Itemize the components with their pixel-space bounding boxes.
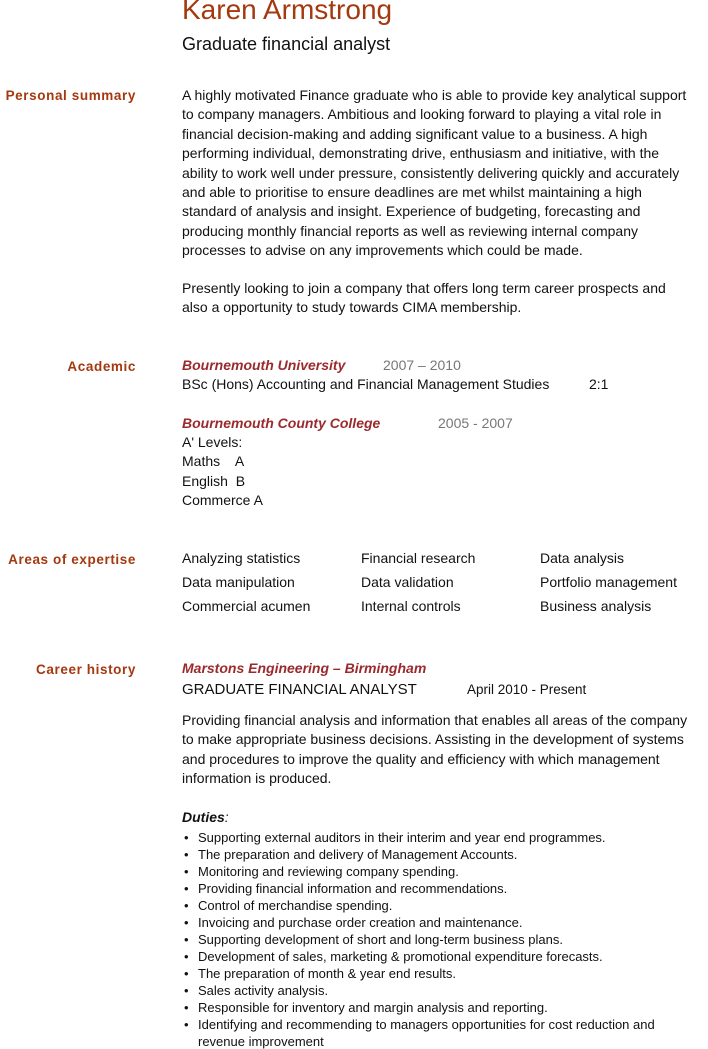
- section-label-academic: Academic: [67, 359, 136, 374]
- duties-list: [182, 829, 702, 1049]
- duty-item: • Responsible for inventory and margin analysis and reporting.: [182, 999, 702, 1016]
- text-line: and procedures to improve the quality and efficiency with which management: [182, 750, 660, 767]
- summary-paragraph-1: [182, 86, 686, 261]
- candidate-title: Graduate financial analyst: [182, 34, 391, 54]
- job-role: GRADUATE FINANCIAL ANALYST: [182, 681, 417, 698]
- text-line: English B: [182, 472, 246, 489]
- expertise-item: Data validation: [361, 574, 454, 590]
- text-line: information is produced.: [182, 770, 332, 787]
- duty-item: • The preparation and delivery of Management Accounts.: [182, 846, 702, 863]
- text-line: Presently looking to join a company that offers long term career prospects and: [182, 280, 666, 296]
- duty-item: • Invoicing and purchase order creation and maintenance.: [182, 914, 702, 931]
- text-line: also a opportunity to study towards CIMA membership.: [182, 299, 522, 316]
- college-dates: 2005 - 2007: [438, 415, 513, 431]
- duty-item: • Development of sales, marketing & promotional expenditure forecasts.: [182, 948, 702, 965]
- expertise-item: Financial research: [361, 550, 476, 566]
- duty-item: • Identifying and recommending to managers opportunities for cost reduction and revenue improvement: [182, 1016, 702, 1049]
- text-line: processes to advise on any improvements which could be made.: [182, 242, 583, 259]
- text-line: standard of analysis and insight. Experience of budgeting, forecasting and: [182, 203, 641, 220]
- text-line: Maths A: [182, 453, 245, 470]
- college-results: [182, 433, 263, 511]
- text-line: A highly motivated Finance graduate who is able to provide key analytical support: [182, 87, 687, 103]
- expertise-item: Portfolio management: [540, 574, 677, 590]
- duty-item: • Providing financial information and recommendations.: [182, 880, 702, 897]
- college-name: Bournemouth County College: [182, 415, 381, 431]
- section-label-summary: Personal summary: [5, 88, 136, 103]
- text-line: to make appropriate business decisions. Assisting in the development of systems: [182, 731, 684, 748]
- expertise-item: Internal controls: [361, 598, 461, 614]
- expertise-item: Analyzing statistics: [182, 550, 301, 566]
- text-line: to company managers. Ambitious and looking forward to playing a vital role in: [182, 106, 662, 123]
- degree-grade: 2:1: [589, 376, 609, 392]
- duty-item: • The preparation of month & year end results.: [182, 965, 702, 982]
- university-dates: 2007 – 2010: [383, 357, 461, 373]
- section-label-expertise: Areas of expertise: [8, 552, 136, 567]
- university-name: Bournemouth University: [182, 357, 346, 373]
- summary-paragraph-2: [182, 279, 666, 318]
- job-description: [182, 711, 687, 789]
- duty-item: • Sales activity analysis.: [182, 982, 702, 999]
- text-line: A' Levels:: [182, 434, 243, 450]
- duty-item: • Supporting external auditors in their interim and year end programmes.: [182, 829, 702, 846]
- expertise-item: Business analysis: [540, 598, 652, 614]
- degree: BSc (Hons) Accounting and Financial Management Studies: [182, 376, 550, 392]
- section-label-career: Career history: [36, 662, 136, 677]
- job-dates: April 2010 - Present: [467, 682, 587, 697]
- duty-item: • Supporting development of short and long-term business plans.: [182, 931, 702, 948]
- text-line: Commerce A: [182, 492, 263, 509]
- candidate-name: Karen Armstrong: [182, 0, 393, 25]
- expertise-item: Data manipulation: [182, 574, 295, 590]
- company-name: Marstons Engineering – Birmingham: [182, 660, 427, 676]
- text-line: and able to prioritise to ensure deadlines are met whilst maintaining a high: [182, 183, 642, 200]
- duty-item: • Control of merchandise spending.: [182, 897, 702, 914]
- expertise-item: Commercial acumen: [182, 598, 311, 614]
- text-line: Providing financial analysis and information that enables all areas of the company: [182, 712, 688, 728]
- text-line: ability to work well under pressure, consistently delivering quickly and accurately: [182, 164, 680, 181]
- duties-label: Duties:: [182, 809, 229, 825]
- expertise-item: Data analysis: [540, 550, 625, 566]
- text-line: performing individual, demonstrating drive, enthusiasm and initiative, with the: [182, 145, 660, 162]
- text-line: producing monthly financial reports as well as reviewing internal company: [182, 222, 639, 239]
- text-line: financial decision-making and adding significant value to a business. A high: [182, 125, 648, 142]
- duty-item: • Monitoring and reviewing company spending.: [182, 863, 702, 880]
